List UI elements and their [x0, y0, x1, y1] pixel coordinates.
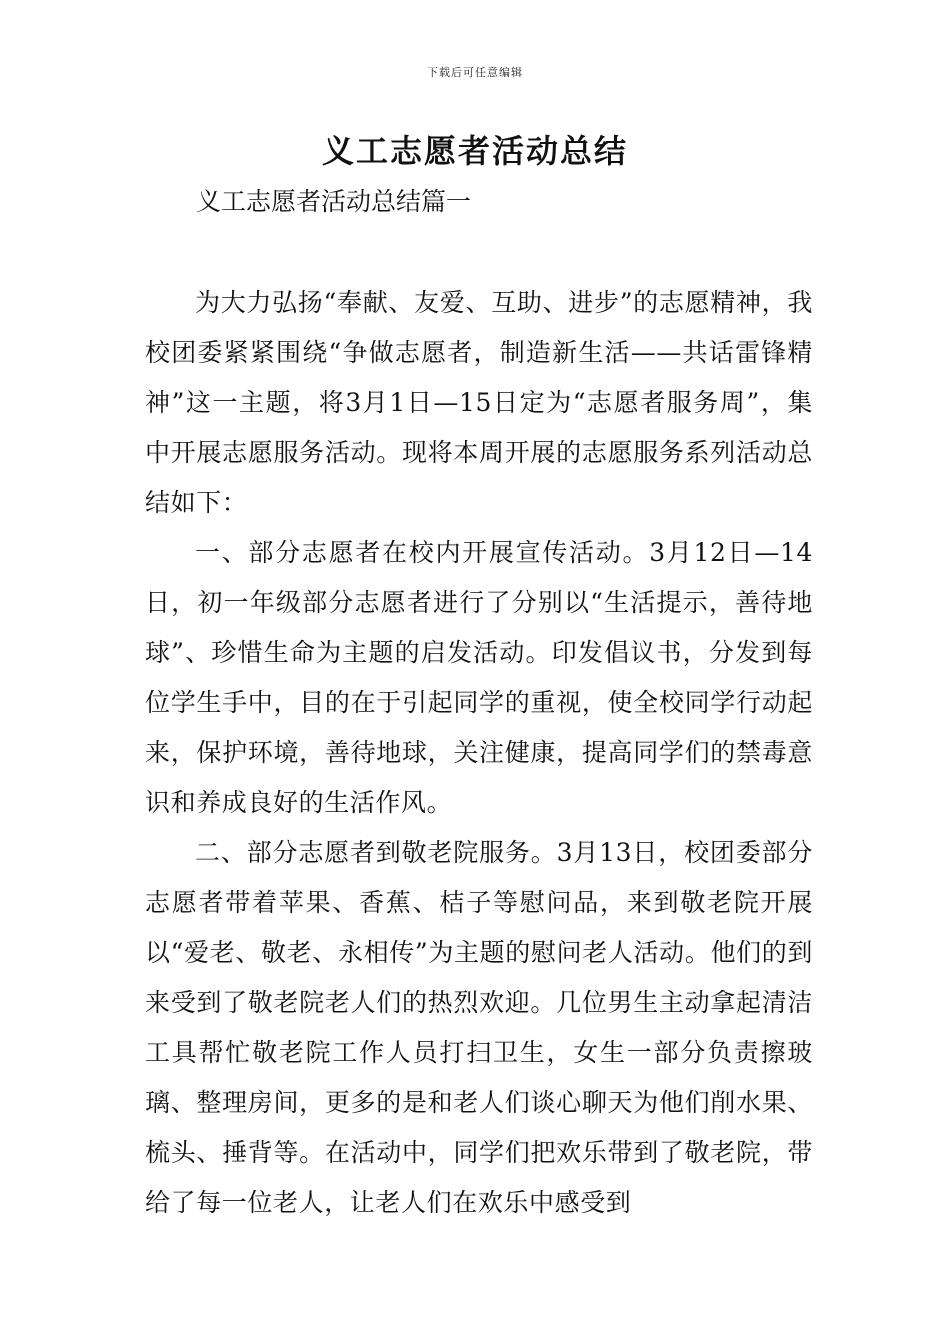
header-note: 下载后可任意编辑 — [427, 66, 523, 79]
paragraph-item-one: 一、部分志愿者在校内开展宣传活动。3月12日—14日，初一年级部分志愿者进行了分别以“生活提示，善待地球”、珍惜生命为主题的启发活动。印发倡议书，分发到每位学生手中，目的在于引起同学的重视，使全校同学行动起来，保护环境，善待地球，关注健康，提高同学们的禁毒意识和养成良好的生活作风。 — [145, 538, 813, 817]
paragraph-item-two: 二、部分志愿者到敬老院服务。3月13日，校团委部分志愿者带着苹果、香蕉、桔子等慰问品，来到敬老院开展以“爱老、敬老、永相传”为主题的慰问老人活动。他们的到来受到了敬老院老人们的热烈欢迎。几位男生主动拿起清洁工具帮忙敬老院工作人员打扫卫生，女生一部分负责擦玻璃、整理房间，更多的是和老人们谈心聊天为他们削水果、梳头、捶背等。在活动中，同学们把欢乐带到了敬老院，带给了每一位老人，让老人们在欢乐中感受到 — [145, 838, 813, 1217]
page-title: 义工志愿者活动总结 — [321, 132, 628, 170]
body-text — [145, 278, 813, 1228]
paragraph-intro: 为大力弘扬“奉献、友爱、互助、进步”的志愿精神，我校团委紧紧围绕“争做志愿者，制造新生活——共话雷锋精神”这一主题，将3月1日—15日定为“志愿者服务周”，集中开展志愿服务活动。现将本周开展的志愿服务系列活动总结如下： — [145, 288, 813, 517]
section-subtitle: 义工志愿者活动总结篇一 — [196, 187, 472, 216]
